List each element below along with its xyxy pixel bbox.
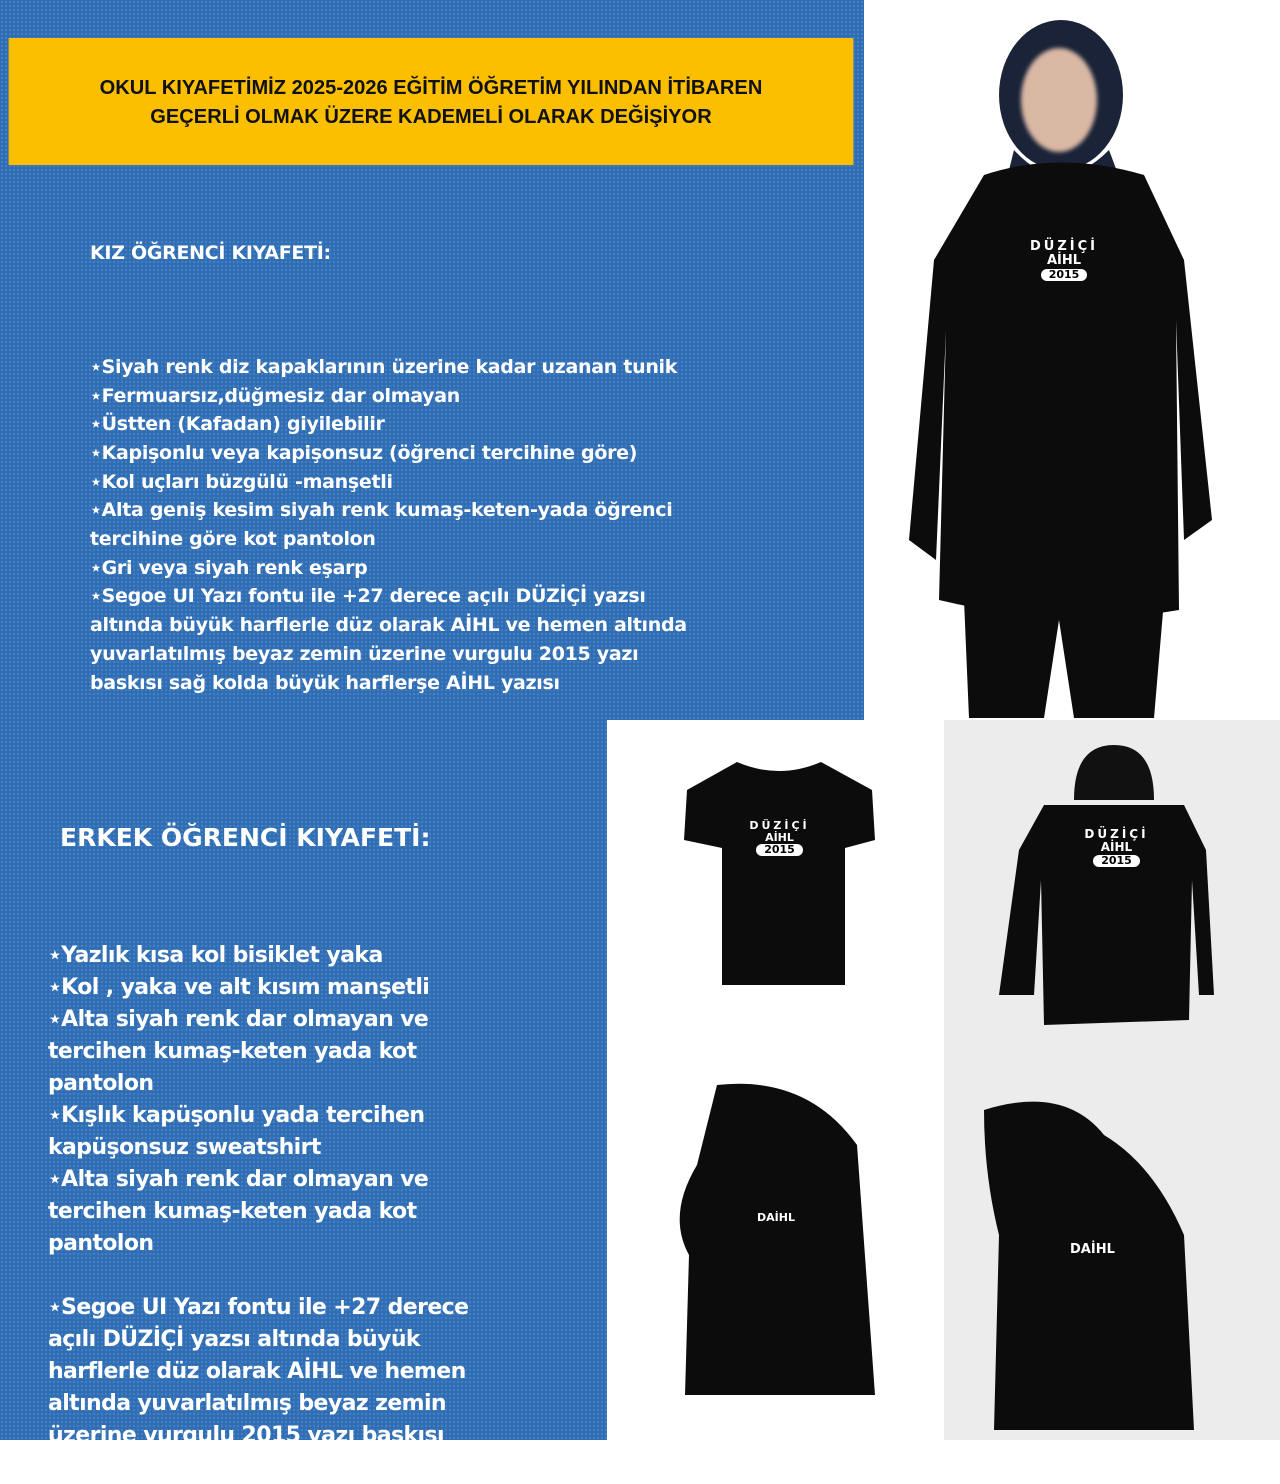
print-year: 2015 [1041, 269, 1088, 281]
list-item: ⋆Segoe UI Yazı fontu ile +27 derece açılı DÜZİÇİ yazsı altında büyük harflerle düz olarak AİHL ve hemen altında yuvarlatılmış beyaz zemin üzerine vurgulu 2015 yazı baskısı [48, 1295, 469, 1448]
tshirt-sleeve-illustration [607, 1035, 944, 1440]
print-school: AİHL [765, 831, 794, 844]
print-school: AİHL [1100, 840, 1133, 854]
print-school: AİHL [1046, 253, 1082, 268]
banner-line-2: GEÇERLİ OLMAK ÜZERE KADEMELİ OLARAK DEĞİŞİYOR [150, 104, 712, 128]
hoodie-chest-print [1074, 828, 1159, 867]
banner-line-1: OKUL KIYAFETİMİZ 2025-2026 EĞİTİM ÖĞRETİM YILINDAN İTİBAREN [99, 75, 763, 99]
girl-tunic-photo [864, 0, 1280, 720]
list-item: ⋆Kol uçları büzgülü -manşetli [90, 470, 393, 493]
list-item: ⋆Kışlık kapüşonlu yada tercihen kapüşonsuz sweatshirt [48, 1103, 425, 1160]
print-name: DÜZİÇİ [1030, 239, 1098, 254]
list-item: ⋆Alta siyah renk dar olmayan ve tercihen kumaş-keten yada kot pantolon [48, 1007, 429, 1096]
list-item: ⋆Siyah renk diz kapaklarının üzerine kadar uzanan tunik [90, 355, 678, 378]
list-item: ⋆Üstten (Kafadan) giyilebilir [90, 413, 385, 436]
list-item: ⋆Alta siyah renk dar olmayan ve tercihen kumaş-keten yada kot pantolon [48, 1167, 429, 1256]
girl-section-title: KIZ ÖĞRENCİ KIYAFETİ: [90, 241, 331, 264]
list-item: ⋆Kapişonlu veya kapişonsuz (öğrenci tercihine göre) [90, 441, 638, 464]
list-item: ⋆Segoe UI Yazı fontu ile +27 derece açılı DÜZİÇİ yazsı altında büyük harflerle düz olarak AİHL ve hemen altında yuvarlatılmış beyaz zemin üzerine vurgulu 2015 yazı baskısı sağ kolda büyük harflerşe AİHL yazısı [90, 585, 687, 694]
hoodie-sleeve-illustration [944, 1035, 1280, 1440]
print-year: 2015 [1093, 855, 1140, 867]
boy-uniform-section [48, 790, 608, 1484]
tshirt-front-illustration [607, 720, 944, 1035]
announcement-banner [9, 38, 854, 165]
print-year: 2015 [756, 844, 803, 856]
tunic-figure-illustration [864, 0, 1280, 720]
print-name: DÜZİÇİ [749, 819, 810, 832]
sleeve-print: DAİHL [1070, 1242, 1115, 1257]
boy-items-list [48, 940, 498, 1452]
list-item: ⋆Fermuarsız,düğmesiz dar olmayan [90, 384, 461, 407]
list-item: ⋆Gri veya siyah renk eşarp [90, 556, 368, 579]
tshirt-front-photo [607, 720, 944, 1035]
sleeve-print: DAİHL [757, 1211, 795, 1224]
list-item: ⋆Yazlık kısa kol bisiklet yaka [48, 943, 383, 968]
list-item [48, 1260, 498, 1292]
boy-section-title: ERKEK ÖĞRENCİ KIYAFETİ: [60, 823, 431, 852]
list-item: ⋆Kol , yaka ve alt kısım manşetli [48, 975, 430, 1000]
print-name: DÜZİÇİ [1084, 827, 1149, 841]
tunic-chest-print [1014, 240, 1114, 282]
list-item: ⋆Alta geniş kesim siyah renk kumaş-keten-yada öğrenci tercihine göre kot pantolon [90, 499, 673, 551]
hoodie-front-photo [944, 720, 1280, 1035]
hoodie-sleeve-photo [944, 1035, 1280, 1440]
girl-uniform-section [90, 210, 715, 726]
tshirt-sleeve-photo [607, 1035, 944, 1440]
tshirt-chest-print [737, 820, 822, 856]
girl-items-list [90, 353, 715, 697]
hoodie-front-illustration [944, 720, 1280, 1035]
